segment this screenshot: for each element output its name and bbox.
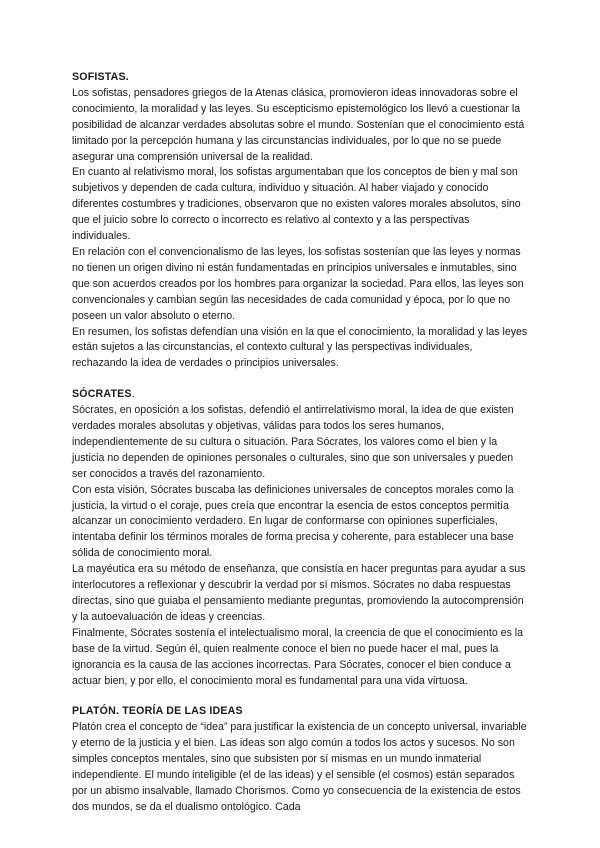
section-heading: SÓCRATES. xyxy=(72,388,135,401)
paragraph: Los sofistas, pensadores griegos de la Atenas clásica, promovieron ideas innovadoras sobre el conocimiento, la moralidad y las leyes. Su escepticismo epistemológico los llevó a cuestionar la posibilidad de alcanzar verdades absolutas sobre el mundo. Sostenían que el conocimiento está limitado por la percepción humana y las circunstancias individuales, por lo que no se puede asegurar una comprensión universal de la realidad. xyxy=(72,86,525,163)
paragraph: En resumen, los sofistas defendían una visión en la que el conocimiento, la moralidad y las leyes están sujetos a las circunstancias, el contexto cultural y las perspectivas individuales, rechazando la idea de verdades o principios universales. xyxy=(72,325,528,370)
paragraph: Finalmente, Sócrates sostenía el intelectualismo moral, la creencia de que el conocimiento es la base de la virtud. Según él, quien realmente conoce el bien no puede hacer el mal, pues la ignorancia es la causa de las acciones incorrectas. Para Sócrates, conocer el bien conduce a actuar bien, y por ello, el conocimiento moral es fundamental para una vida virtuosa. xyxy=(72,626,524,687)
section-heading: SOFISTAS. xyxy=(72,71,129,83)
document-page xyxy=(72,70,528,816)
section-platon xyxy=(72,704,528,815)
paragraph: Platón crea el concepto de “idea” para justificar la existencia de un concepto universal, invariable y eterno de la justicia y el bien. Las ideas son algo común a todos los actos y sucesos. No son simples conceptos mentales, sino que subsisten por sí mismas en un mundo inmaterial independiente. El mundo inteligible (el de las ideas) y el sensible (el cosmos) están separados por un abismo insalvable, llamado Chorismos. Como yo consecuencia de la existencia de estos dos mundos, se da el dualismo ontológico. Cada xyxy=(72,721,527,813)
paragraph: La mayéutica era su método de enseñanza, que consistía en hacer preguntas para ayudar a sus interlocutores a reflexionar y descubrir la verdad por sí mismos. Sócrates no daba respuestas directas, sino que guiaba el pensamiento mediante preguntas, promoviendo la autocomprensión y la autoevaluación de ideas y creencias. xyxy=(72,563,526,623)
paragraph: Con esta visión, Sócrates buscaba las definiciones universales de conceptos morales como la justicia, la virtud o el coraje, pues creía que encontrar la esencia de estos conceptos permitía alcanzar un conocimiento verdadero. En lugar de conformarse con opiniones superficiales, intentaba definir los términos morales de forma precisa y coherente, para establecer una base sólida de conocimiento moral. xyxy=(72,483,514,560)
paragraph: En relación con el convencionalismo de las leyes, los sofistas sostenían que las leyes y normas no tienen un origen divino ni están fundamentadas en principios universales e inmutables, sino que son acuerdos creados por los hombres para organizar la sociedad. Para ellos, las leyes son convencionales y cambian según las necesidades de cada comunidad y época, por lo que no poseen un valor absoluto o eterno. xyxy=(72,245,524,322)
paragraph: Sócrates, en oposición a los sofistas, defendió el antirrelativismo moral, la idea de que existen verdades morales absolutas y objetivas, válidas para todos los seres humanos, independientemente de su cultura o situación. Para Sócrates, los valores como el bien y la justicia no dependen de opiniones personales o culturales, sino que son universales y pueden ser conocidos a través del razonamiento. xyxy=(72,404,514,480)
section-sofistas xyxy=(72,70,528,372)
paragraph: En cuanto al relativismo moral, los sofistas argumentaban que los conceptos de bien y mal son subjetivos y dependen de cada cultura, individuo y situación. Al haber viajado y conocido diferentes costumbres y tradiciones, observaron que no existen valores morales absolutos, sino que el juicio sobre lo correcto o incorrecto es relativo al contexto y a las perspectivas individuales. xyxy=(72,166,521,243)
section-socrates xyxy=(72,387,528,689)
section-heading: PLATÓN. TEORÍA DE LAS IDEAS xyxy=(72,705,243,718)
